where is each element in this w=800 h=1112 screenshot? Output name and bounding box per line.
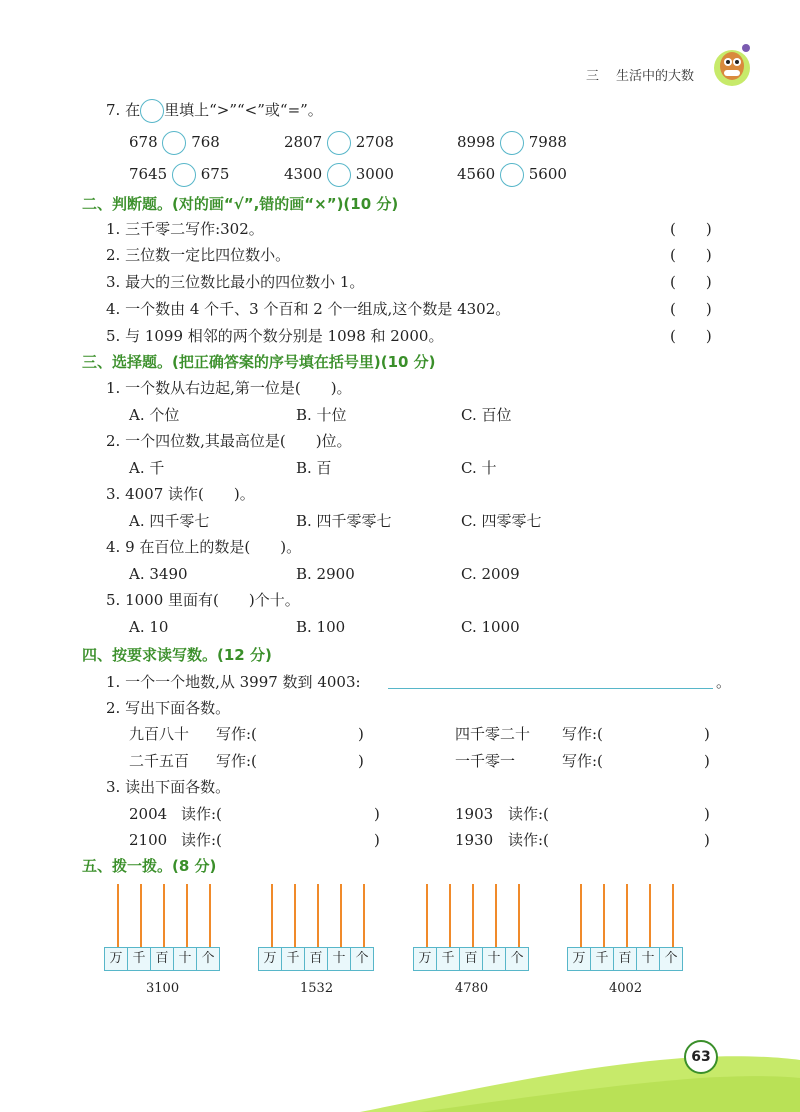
read-action: 读作:( [508, 831, 549, 849]
abacus-rod[interactable] [518, 884, 520, 948]
q7-pair-2: 2807 2708 [284, 131, 394, 155]
place-label: 千 [282, 948, 305, 970]
abacus-rod[interactable] [626, 884, 628, 948]
abacus-number: 1532 [300, 981, 334, 996]
choice-option: A. 千 [129, 459, 165, 477]
section-3-title: 三、选择题。(把正确答案的序号填在括号里)(10 分) [82, 353, 436, 371]
answer-bracket[interactable]: ( ) [670, 273, 712, 291]
place-label: 千 [591, 948, 614, 970]
read-label: 2004 [129, 805, 168, 823]
abacus-rod[interactable] [163, 884, 165, 948]
write-close: ) [358, 725, 364, 743]
choice-option: C. 四零零七 [461, 512, 542, 530]
judge-item-4: 4. 一个数由 4 个千、3 个百和 2 个一组成,这个数是 4302。 [106, 300, 511, 318]
choice-question-2: 2. 一个四位数,其最高位是( )位。 [106, 432, 352, 450]
abacus-rod[interactable] [580, 884, 582, 948]
place-label: 万 [568, 948, 591, 970]
abacus-rod[interactable] [209, 884, 211, 948]
read-write-q3: 3. 读出下面各数。 [106, 778, 231, 796]
q7-prompt: 7. 在 里填上“>”“<”或“=”。 [106, 99, 323, 123]
abacus-rod[interactable] [140, 884, 142, 948]
answer-bracket[interactable]: ( ) [670, 220, 712, 238]
write-label: 二千五百 [129, 752, 190, 770]
count-answer-line[interactable] [388, 688, 713, 689]
choice-question-4: 4. 9 在百位上的数是( )。 [106, 538, 302, 556]
choice-option: C. 十 [461, 459, 497, 477]
q7-pair-5: 4300 3000 [284, 163, 394, 187]
place-value-labels [567, 947, 683, 971]
read-close: ) [704, 805, 710, 823]
section-4-title: 四、按要求读写数。(12 分) [82, 646, 272, 664]
write-label: 九百八十 [129, 725, 190, 743]
compare-circle[interactable] [327, 163, 351, 187]
write-action: 写作:( [216, 752, 257, 770]
compare-circle[interactable] [172, 163, 196, 187]
choice-option: B. 2900 [296, 565, 355, 583]
abacus-rod[interactable] [495, 884, 497, 948]
compare-circle[interactable] [500, 163, 524, 187]
write-close: ) [704, 752, 710, 770]
answer-bracket[interactable]: ( ) [670, 246, 712, 264]
q7-pair-1: 678 768 [129, 131, 220, 155]
read-action: 读作:( [181, 805, 222, 823]
q7-pair-4: 7645 675 [129, 163, 229, 187]
section-5-title: 五、拨一拨。(8 分) [82, 857, 217, 875]
abacus-number: 3100 [146, 981, 180, 996]
abacus-number: 4780 [455, 981, 489, 996]
write-close: ) [704, 725, 710, 743]
abacus-rod[interactable] [294, 884, 296, 948]
place-label: 百 [460, 948, 483, 970]
q7-pair-3: 8998 7988 [457, 131, 567, 155]
mascot-icon [708, 40, 758, 92]
place-label: 千 [128, 948, 151, 970]
q1-period: 。 [716, 673, 732, 691]
place-label: 百 [151, 948, 174, 970]
choice-option: B. 十位 [296, 406, 347, 424]
choice-question-1: 1. 一个数从右边起,第一位是( )。 [106, 379, 352, 397]
place-label: 万 [105, 948, 128, 970]
read-action: 读作:( [508, 805, 549, 823]
place-label: 十 [174, 948, 197, 970]
choice-option: B. 100 [296, 618, 346, 636]
page-number-badge [684, 1040, 718, 1074]
abacus-number: 4002 [609, 981, 643, 996]
write-close: ) [358, 752, 364, 770]
abacus-rod[interactable] [472, 884, 474, 948]
compare-circle[interactable] [500, 131, 524, 155]
place-label: 十 [328, 948, 351, 970]
compare-circle[interactable] [162, 131, 186, 155]
abacus-rod[interactable] [340, 884, 342, 948]
write-label: 一千零一 [455, 752, 516, 770]
read-write-q1: 1. 一个一个地数,从 3997 数到 4003: [106, 673, 361, 691]
place-label: 个 [664, 951, 678, 966]
abacus-rod[interactable] [271, 884, 273, 948]
read-label: 1930 [455, 831, 494, 849]
judge-item-2: 2. 三位数一定比四位数小。 [106, 246, 291, 264]
write-label: 四千零二十 [455, 725, 531, 743]
write-action: 写作:( [562, 725, 603, 743]
choice-question-3: 3. 4007 读作( )。 [106, 485, 255, 503]
choice-option: A. 3490 [129, 565, 188, 583]
place-value-labels [413, 947, 529, 971]
chapter-title: 生活中的大数 [616, 69, 695, 84]
abacus-rod[interactable] [317, 884, 319, 948]
write-action: 写作:( [562, 752, 603, 770]
choice-option: A. 个位 [129, 406, 180, 424]
choice-option: B. 百 [296, 459, 332, 477]
write-action: 写作:( [216, 725, 257, 743]
choice-option: C. 2009 [461, 565, 520, 583]
place-label: 个 [201, 951, 215, 966]
section-2-title: 二、判断题。(对的画“√”,错的画“×”)(10 分) [82, 195, 399, 213]
read-close: ) [374, 805, 380, 823]
place-label: 万 [259, 948, 282, 970]
read-label: 2100 [129, 831, 168, 849]
read-write-q2: 2. 写出下面各数。 [106, 699, 231, 717]
q7-pair-6: 4560 5600 [457, 163, 567, 187]
abacus-rod[interactable] [186, 884, 188, 948]
answer-bracket[interactable]: ( ) [670, 327, 712, 345]
abacus-rod[interactable] [649, 884, 651, 948]
place-label: 万 [414, 948, 437, 970]
read-close: ) [704, 831, 710, 849]
footer-wave-decoration [0, 1020, 800, 1112]
abacus-rod[interactable] [672, 884, 674, 948]
read-action: 读作:( [181, 831, 222, 849]
judge-item-1: 1. 三千零二写作:302。 [106, 220, 264, 238]
abacus-rod[interactable] [363, 884, 365, 948]
read-close: ) [374, 831, 380, 849]
abacus-rod[interactable] [117, 884, 119, 948]
place-label: 百 [614, 948, 637, 970]
page-number: 63 [691, 1049, 711, 1065]
choice-question-5: 5. 1000 里面有( )个十。 [106, 591, 300, 609]
choice-option: C. 百位 [461, 406, 512, 424]
place-label: 个 [510, 951, 524, 966]
chapter-unit: 三 [586, 69, 600, 84]
place-label: 十 [637, 948, 660, 970]
choice-option: C. 1000 [461, 618, 520, 636]
place-value-labels [258, 947, 374, 971]
choice-option: B. 四千零零七 [296, 512, 392, 530]
place-label: 百 [305, 948, 328, 970]
read-label: 1903 [455, 805, 494, 823]
place-value-labels [104, 947, 220, 971]
place-label: 千 [437, 948, 460, 970]
place-label: 十 [483, 948, 506, 970]
choice-option: A. 四千零七 [129, 512, 210, 530]
choice-option: A. 10 [129, 618, 169, 636]
place-label: 个 [355, 951, 369, 966]
judge-item-5: 5. 与 1099 相邻的两个数分别是 1098 和 2000。 [106, 327, 444, 345]
abacus-rod[interactable] [603, 884, 605, 948]
abacus-rod[interactable] [449, 884, 451, 948]
abacus-rod[interactable] [426, 884, 428, 948]
judge-item-3: 3. 最大的三位数比最小的四位数小 1。 [106, 273, 365, 291]
compare-circle-sample [140, 99, 164, 123]
compare-circle[interactable] [327, 131, 351, 155]
answer-bracket[interactable]: ( ) [670, 300, 712, 318]
